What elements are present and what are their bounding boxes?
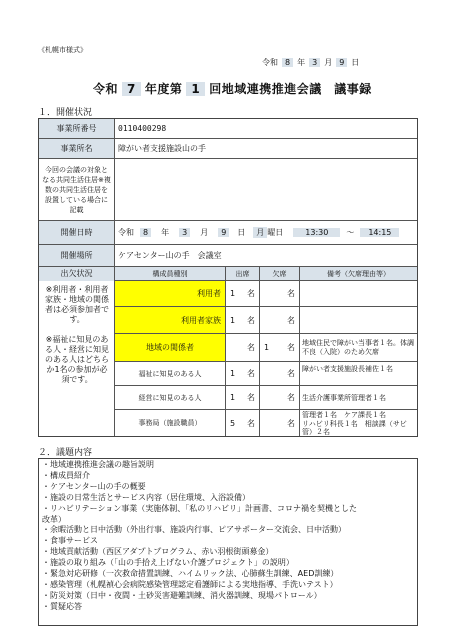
row-note-community: 地域住民で障がい当事者１名。体調不良（入院）のため欠席 [300,334,417,362]
office-no-value: 0110400298 [115,119,417,139]
form-label: 《札幌市様式》 [38,46,87,54]
date-year: 8 [282,58,293,67]
agenda-item: ・地域連携推進会議の趣旨説明 [42,460,154,469]
present-unit: 名 [247,393,255,402]
agenda-item: ・リハビリテーション事業（実施体制、「私のリハビリ」計画書、コロナ禍を契機とした [42,503,358,513]
agenda-item: ・質疑応答 [42,601,82,611]
row-present-user [226,281,260,307]
row-type-management: 経営に知見のある人 [115,386,226,410]
row-type-family: 利用者家族 [115,307,226,334]
row-type-welfare: 福祉に知見のある人 [115,362,226,386]
present-count: 1 [230,393,236,402]
office-name-label: 事業所名 [39,139,115,159]
dt-start: 13:30 [293,228,340,237]
agenda-item: ・防災対策（日中・夜間・土砂災害避難訓練、消火器訓練、現場パトロール） [42,590,322,600]
header-note: 備考（欠席理由等） [300,267,417,281]
absent-count: 1 [264,343,270,352]
title-middle: 年度第 [144,82,183,96]
agenda-item: ・地域貢献活動（西区アダプトプログラム、赤い羽根街頭募金） [42,547,274,557]
attendance-note: ※利用者・利用者家族・地域の関係者は必須参加者です。 ※福祉に知見のある人・経営に知見のある人はどちらか1名の参加が必須です。 [45,285,109,384]
header-absent: 欠席 [260,267,300,281]
header-type: 構成員種別 [115,267,226,281]
row-note-user [300,281,417,307]
row-present-secretariat [226,410,260,436]
agenda-item: ・余暇活動と日中活動（外出行事、施設内行事、ピアサポーター交流会、日中活動） [42,525,346,535]
present-count: 5 [230,418,236,428]
dt-month: 3 [179,228,190,237]
title-count: 1 [186,82,205,96]
row-type-community: 地域の関係者 [115,334,226,362]
present-unit: 名 [247,343,255,352]
agenda-list [42,460,414,613]
target-residence-label-text: 今回の会議の対象となる共同生活住居※複数の共同生活住居を設置している場合に記載 [42,165,111,214]
absent-unit: 名 [287,343,295,352]
agenda-item: ・施設の日常生活とサービス内容（居住環境、入浴設備） [42,492,250,502]
absent-unit: 名 [287,418,295,428]
dt-weekday: 月 [253,227,267,238]
header-present: 出席 [226,267,260,281]
row-absent-family [260,307,300,334]
place-label: 開催場所 [39,245,115,267]
agenda-item: ・緊急対応研修（一次救命措置訓練、ハイムリック法、心肺蘇生訓練、AED訓練） [42,569,339,579]
row-present-community [226,334,260,362]
agenda-item: ・食事サービス [42,536,98,546]
date-day-unit: 日 [351,58,360,67]
office-name-value: 障がい者支援施設山の手 [115,139,417,159]
dt-weekday-unit: 曜日 [267,228,284,237]
row-present-family [226,307,260,334]
section2-heading: ２．議題内容 [38,448,93,458]
present-unit: 名 [247,315,255,325]
dt-year: 8 [140,228,151,237]
row-type-secretariat: 事務局（施設職員） [115,410,226,436]
row-absent-secretariat [260,410,300,436]
present-unit: 名 [247,418,255,428]
agenda-item: 改革） [42,514,66,524]
row-type-user: 利用者 [115,281,226,307]
attendance-label: 出欠状況 [39,267,114,281]
row-absent-management [260,386,300,410]
row-present-welfare [226,362,260,386]
document-date [262,57,418,68]
title-suffix: 回地域連携推進会議 議事録 [209,82,372,96]
present-count: 1 [230,369,236,378]
office-no-label: 事業所番号 [39,119,115,139]
dt-era: 令和 [118,228,134,237]
present-unit: 名 [247,369,255,378]
date-day: 9 [336,58,347,67]
row-note-welfare: 障がい者支援施設長補佐１名 [300,362,417,386]
absent-unit: 名 [287,289,295,298]
row-absent-welfare [260,362,300,386]
datetime-label: 開催日時 [39,221,115,245]
attendance-table [115,267,417,436]
dt-day-unit: 日 [237,228,246,237]
present-unit: 名 [247,289,255,298]
date-month-unit: 月 [324,58,333,67]
attendance-left [39,267,115,436]
agenda-box [38,458,418,626]
date-year-unit: 年 [297,58,306,67]
dt-month-unit: 月 [200,228,209,237]
target-residence-value[interactable] [115,159,417,221]
dt-day: 9 [218,228,229,237]
absent-unit: 名 [287,393,295,402]
dt-sep: ～ [346,228,355,237]
title-era: 令和 [93,82,119,96]
absent-unit: 名 [287,315,295,325]
page-title [93,80,372,97]
date-month: 3 [309,58,320,67]
date-era: 令和 [262,58,278,67]
agenda-item: ・ケアセンター山の手の概要 [42,481,146,491]
present-count: 1 [230,289,236,298]
agenda-item: ・施設の取り組み（「山の手拾え上げない介護プロジェクト」の説明） [42,558,294,568]
agenda-item: ・感染管理（札幌禎心会病院感染管理認定看護師による実地指導、手洗いテスト） [42,579,338,589]
absent-unit: 名 [287,369,295,378]
row-absent-user [260,281,300,307]
row-absent-community [260,334,300,362]
agenda-item: ・構成員紹介 [42,470,90,480]
row-note-management: 生活介護事業所管理者１名 [300,386,417,410]
dt-year-unit: 年 [161,228,170,237]
section1-heading: １．開催状況 [38,108,93,118]
info-table [38,118,418,437]
row-note-secretariat: 管理者１名 ケア課長１名 リハビリ科長１名 相談課（サビ管）２名 [302,411,407,436]
target-residence-label [39,159,115,221]
title-session: 7 [122,82,141,96]
row-note-family [300,307,417,334]
dt-end: 14:15 [360,228,399,237]
present-count: 1 [230,315,236,325]
place-value: ケアセンター山の手 会議室 [115,245,417,267]
datetime-value [115,221,417,245]
row-present-management [226,386,260,410]
